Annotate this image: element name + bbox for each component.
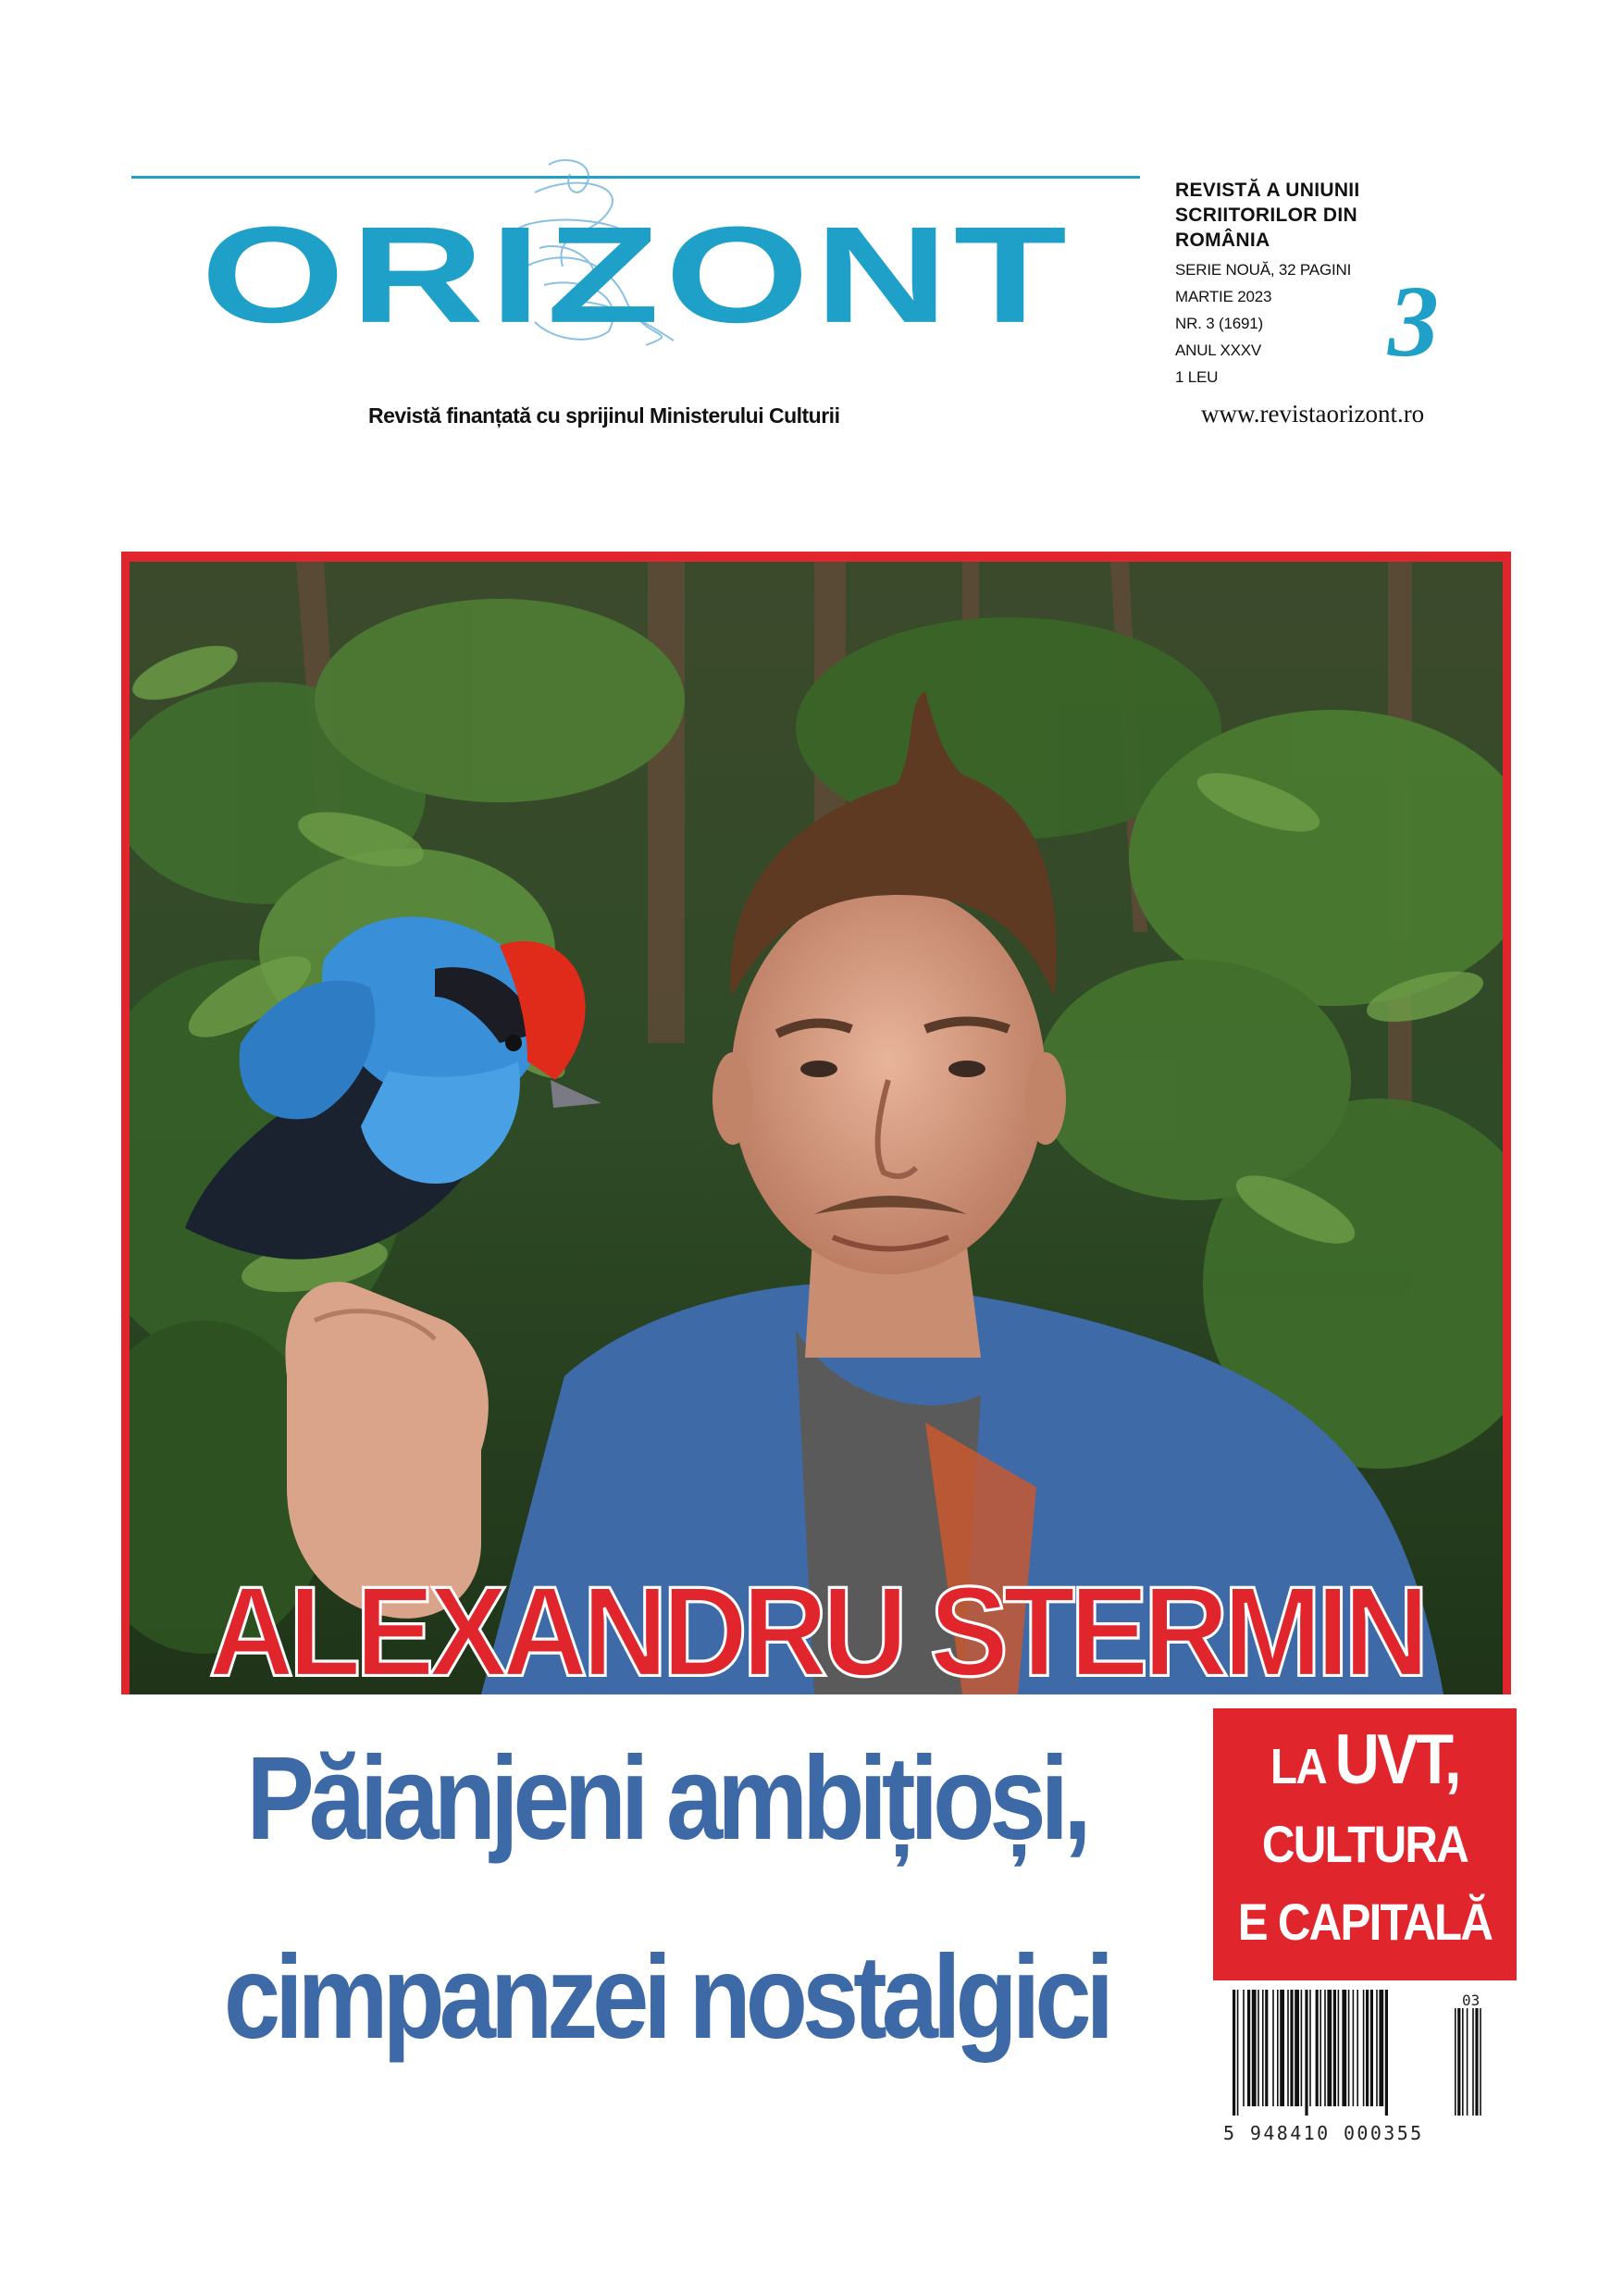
barcode-bar [1357, 1990, 1358, 2106]
featured-author-name: ALEXANDRU STERMIN [208, 1560, 1424, 1704]
barcode-bar [1258, 1990, 1259, 2106]
barcode-addon-bar [1455, 2008, 1456, 2116]
headline-line-1: Păianjeni ambițioși, [246, 1732, 1086, 1865]
forest-scene-image [130, 562, 1503, 1694]
barcode-bar [1379, 1990, 1383, 2106]
barcode [1229, 1990, 1497, 2116]
callout-line-1-big: UVT, [1334, 1720, 1459, 1799]
barcode-addon-bar [1467, 2008, 1468, 2116]
barcode-bar [1376, 1990, 1378, 2106]
number-line: NR. 3 (1691) [1175, 315, 1263, 332]
cover-photo [130, 562, 1503, 1694]
publisher-line-3: ROMÂNIA [1175, 230, 1270, 251]
barcode-bar [1333, 1990, 1336, 2106]
funding-note: Revistă finanțată cu sprijinul Ministerului Culturii [368, 403, 840, 428]
barcode-bar [1327, 1990, 1332, 2106]
publisher-line-1: REVISTĂ A UNIUNII [1175, 180, 1360, 201]
barcode-bar [1233, 1990, 1235, 2116]
barcode-bar [1324, 1990, 1326, 2106]
barcode-addon-bar [1457, 2008, 1460, 2116]
orizont-logo [128, 155, 1146, 350]
barcode-bar [1316, 1990, 1319, 2106]
callout-line-3: E CAPITALĂ [1237, 1893, 1493, 1951]
barcode-bar [1290, 1990, 1293, 2106]
logo-text: ORIZONT [201, 198, 1072, 350]
barcode-addon-bar [1462, 2008, 1464, 2116]
date-line: MARTIE 2023 [1175, 288, 1272, 305]
barcode-bar [1252, 1990, 1257, 2106]
callout-line-1 [1232, 1721, 1499, 1806]
barcode-bar [1385, 1990, 1388, 2116]
barcode-addon-bar [1480, 2008, 1481, 2116]
barcode-bar [1262, 1990, 1264, 2106]
headline-line-2: cimpanzei nostalgici [223, 1931, 1109, 2064]
barcode-bar [1363, 1990, 1365, 2106]
barcode-bar [1280, 1990, 1284, 2106]
side-callout-text [1213, 1721, 1517, 1961]
barcode-bar [1353, 1990, 1355, 2106]
barcode-addon: 03 [1462, 1992, 1481, 2009]
barcode-bar [1366, 1990, 1369, 2106]
price-line: 1 LEU [1175, 368, 1219, 386]
barcode-bar [1277, 1990, 1279, 2106]
barcode-bar [1348, 1990, 1350, 2106]
barcode-number: 5 948410 000355 [1223, 2122, 1424, 2144]
website-link[interactable]: www.revistaorizont.ro [1201, 400, 1425, 428]
series-line: SERIE NOUĂ, 32 PAGINI [1175, 261, 1352, 279]
issue-number-badge: 3 [1388, 265, 1439, 378]
barcode-bar [1305, 1990, 1307, 2116]
barcode-bar [1247, 1990, 1250, 2106]
barcode-addon-bar [1475, 2008, 1478, 2116]
barcode-addon-bar [1472, 2008, 1474, 2116]
barcode-bar [1243, 1990, 1245, 2106]
barcode-bar [1338, 1990, 1340, 2106]
barcode-bar [1342, 1990, 1346, 2106]
callout-line-1-small: LA [1270, 1739, 1335, 1794]
callout-line-2: CULTURA [1261, 1815, 1468, 1873]
barcode-bar [1237, 1990, 1239, 2116]
barcode-bar [1287, 1990, 1289, 2106]
barcode-bar [1301, 1990, 1303, 2106]
barcode-bar [1309, 1990, 1311, 2106]
barcode-bar [1295, 1990, 1299, 2106]
publisher-line-2: SCRIITORILOR DIN [1175, 205, 1357, 226]
barcode-bar [1370, 1990, 1373, 2106]
barcode-bar [1272, 1990, 1274, 2106]
year-line: ANUL XXXV [1175, 341, 1261, 359]
barcode-bar [1319, 1990, 1321, 2106]
barcode-bar [1265, 1990, 1268, 2106]
